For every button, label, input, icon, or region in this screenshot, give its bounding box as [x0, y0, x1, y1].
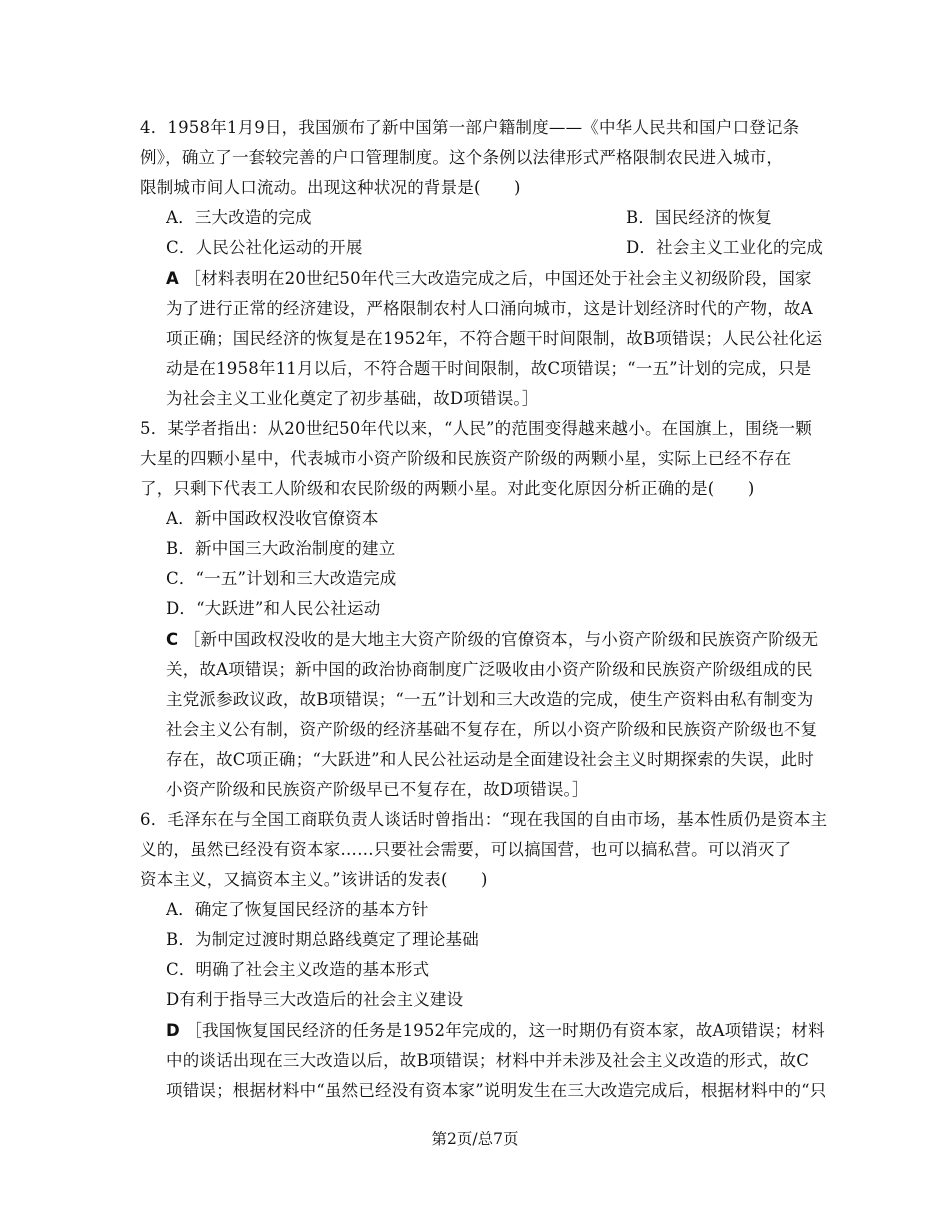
q5-answer-line-4: 社会主义公有制，资产阶级的经济基础不复存在，所以小资产阶级和民族资产阶级也不复 [166, 720, 818, 739]
q4-option-b: B．国民经济的恢复 [626, 208, 772, 227]
q4-answer-text: ［材料表明在20世纪50年代三大改造完成之后，中国还处于社会主义初级阶段，国家 [184, 269, 812, 288]
q5-option-b: B．新中国三大政治制度的建立 [166, 539, 396, 558]
q5-answer-letter: C [166, 630, 179, 649]
q6-answer-line-1 [166, 1016, 846, 1046]
q5-answer-line-6: 小资产阶级和民族资产阶级早已不复存在，故D项错误。］ [166, 780, 589, 799]
q5-option-c: C．“一五”计划和三大改造完成 [166, 569, 397, 588]
q6-option-c: C．明确了社会主义改造的基本形式 [166, 960, 430, 979]
q5-answer-line-5: 存在，故C项正确；“大跃进”和人民公社运动是全面建设社会主义时期探索的失误，此时 [166, 750, 814, 769]
q5-option-a: A．新中国政权没收官僚资本 [166, 509, 379, 528]
q6-answer-line-3: 项错误；根据材料中“虽然已经没有资本家”说明发生在三大改造完成后，根据材料中的“只 [166, 1081, 827, 1100]
q4-stem-line-1: 4．1958年1月9日，我国颁布了新中国第一部户籍制度——《中华人民共和国户口登记条 [140, 118, 800, 137]
q6-option-b: B．为制定过渡时期总路线奠定了理论基础 [166, 930, 479, 949]
q4-option-d: D．社会主义工业化的完成 [626, 238, 824, 257]
q6-option-a: A．确定了恢复国民经济的基本方针 [166, 900, 429, 919]
q6-answer-line-2: 中的谈话出现在三大改造以后，故B项错误；材料中并未涉及社会主义改造的形式，故C [166, 1051, 810, 1070]
q5-option-d: D．“大跃进”和人民公社运动 [166, 599, 381, 618]
q4-answer-line-5: 为社会主义工业化奠定了初步基础，故D项错误。］ [166, 389, 539, 408]
q5-answer-text: ［新中国政权没收的是大地主大资产阶级的官僚资本，与小资产阶级和民族资产阶级无 [183, 630, 819, 649]
q4-answer-line-2: 为了进行正常的经济建设，严格限制农村人口涌向城市，这是计划经济时代的产物，故A [166, 299, 813, 318]
q5-stem-line-2: 大星的四颗小星中，代表城市小资产阶级和民族资产阶级的两颗小星，实际上已经不存在 [140, 449, 792, 468]
q4-answer-line-4: 动是在1958年11月以后，不符合题干时间限制，故C项错误；“一五”计划的完成，只是 [166, 359, 812, 378]
page-number-footer: 第2页/总7页 [431, 1130, 519, 1148]
q4-option-a: A．三大改造的完成 [166, 208, 312, 227]
q4-stem-line-3: 限制城市间人口流动。出现这种状况的背景是( ) [140, 178, 521, 197]
q5-stem-line-1: 5．某学者指出：从20世纪50年代以来，“人民”的范围变得越来越小。在国旗上，围绕一颗 [140, 419, 812, 438]
q6-option-d: D有利于指导三大改造后的社会主义建设 [166, 990, 464, 1009]
q6-stem-line-3: 资本主义，又搞资本主义。”该讲话的发表( ) [140, 870, 488, 889]
q4-answer-letter: A [166, 269, 179, 288]
q4-options-row-1 [166, 203, 846, 233]
q5-answer-line-2: 关，故A项错误；新中国的政治协商制度广泛吸收由小资产阶级和民族资产阶级组成的民 [166, 660, 813, 679]
q6-answer-letter: D [166, 1021, 180, 1040]
q5-answer-line-3: 主党派参政议政，故B项错误；“一五”计划和三大改造的完成，使生产资料由私有制变为 [166, 690, 814, 709]
q4-options-row-2 [166, 233, 846, 263]
q6-stem-line-1: 6．毛泽东在与全国工商联负责人谈话时曾指出：“现在我国的自由市场，基本性质仍是资本主 [140, 810, 828, 829]
q4-answer-line-1 [166, 264, 846, 294]
q6-stem-line-2: 义的，虽然已经没有资本家……只要社会需要，可以搞国营，也可以搞私营。可以消灭了 [140, 840, 792, 859]
q5-stem-line-3: 了，只剩下代表工人阶级和农民阶级的两颗小星。对此变化原因分析正确的是( ) [140, 479, 755, 498]
q4-stem-line-2: 例》，确立了一套较完善的户口管理制度。这个条例以法律形式严格限制农民进入城市， [140, 148, 784, 167]
q6-answer-text: ［我国恢复国民经济的任务是1952年完成的，这一时期仍有资本家，故A项错误；材料 [185, 1021, 825, 1040]
q5-answer-line-1 [166, 625, 846, 655]
q4-answer-line-3: 项正确；国民经济的恢复是在1952年，不符合题干时间限制，故B项错误；人民公社化运 [166, 329, 823, 348]
q4-option-c: C．人民公社化运动的开展 [166, 238, 363, 257]
